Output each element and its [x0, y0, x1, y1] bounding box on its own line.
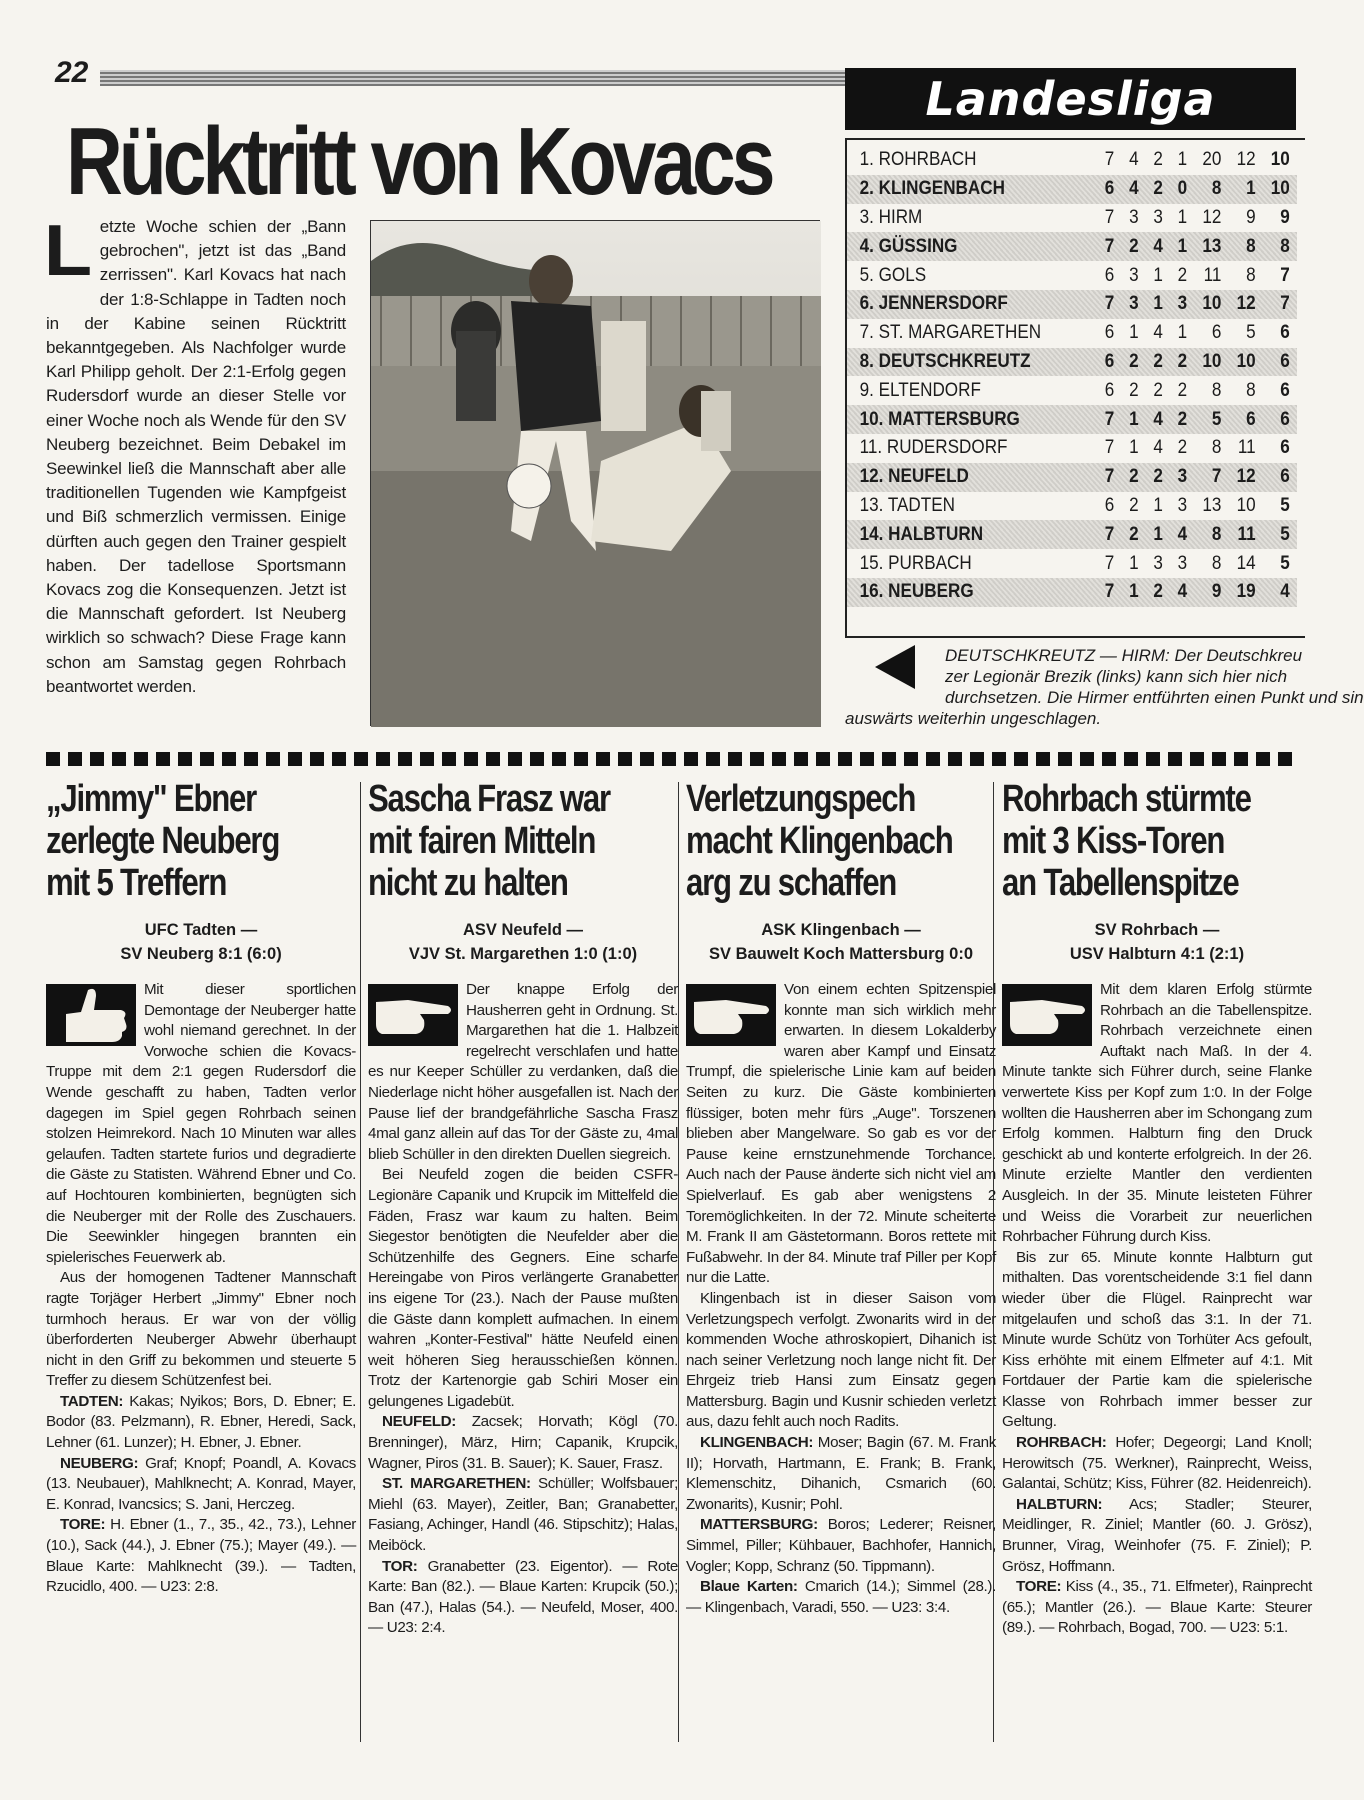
draws-cell: 4	[1153, 437, 1163, 459]
goals-against-cell: 1	[1246, 178, 1256, 200]
league-table-title: Landesliga	[845, 68, 1296, 130]
left-arrow-icon	[875, 645, 915, 689]
wins-cell: 3	[1129, 206, 1139, 228]
draws-cell: 3	[1153, 552, 1163, 574]
headline-line: macht Klingenbach	[686, 820, 953, 862]
losses-cell: 2	[1177, 408, 1188, 430]
goals-for-cell: 11	[1203, 264, 1222, 286]
report-paragraph: Mit dem klaren Erfolg stürmte Rohrbach an die Tabellenspitze. Rohrbach verzeichnete einen Auftakt nach Maß. In der 4. Minute tankte sich Führer durch, seine Flanke verwertete Kiss per Kopf zum 1:0. In der Folge wollten die Hausherren aber im Schongang zum Erfolg kommen. Halbturn fing den Druck geschickt ab und konterte erfolgreich. In der 26. Minute erzielte Mantler den verdienten Ausgleich. In der 35. Minute leisteten Führer und Weiss die Vorarbeit zur neuerlichen Rohrbacher Führung durch Kiss.	[1002, 981, 1312, 1246]
headline-line: Rohrbach stürmte	[1002, 778, 1251, 820]
lineup-text: Kiss (4., 35., 71. Elfmeter), Rainprecht (65.); Mantler (26.). — Blaue Karte: Steurer (89.). — Rohrbach, Bogad, 700. — U23: 5:1.	[1002, 1578, 1312, 1637]
page-number: 22	[55, 56, 89, 89]
lead-body: etzte Woche schien der „Bann gebrochen", jetzt ist das „Band zerrissen". Karl Kovacs hat nach der 1:8-Schlappe in Tadten noch in der Kabine seinen Rücktritt bekanntgegeben. Als Nachfolger wurde Karl Philipp geholt. Der 2:1-Erfolg gegen Rudersdorf wurde an dieser Stelle vor einer Woche noch als Wende für den SV Neuberg bezeichnet. Beim Debakel im Seewinkel ließ die Mannschaft aber alle traditionellen Tugenden wie Kampfgeist und Biß schmerzlich vermissen. Einige dürften auch gegen den Trainer gespielt haben. Der tadellose Sportsmann Kovacs zog die Konsequenzen. Jetzt ist die Mannschaft gefordert. Ist Neuberg wirklich so schwach? Diese Frage kann schon am Samstag gegen Rohrbach beantwortet werden.	[46, 217, 346, 696]
goals-against-cell: 12	[1236, 293, 1256, 315]
games-cell: 6	[1104, 178, 1115, 200]
table-row	[847, 434, 1297, 463]
losses-cell: 4	[1177, 581, 1188, 603]
report-body	[46, 980, 356, 1598]
table-row	[847, 261, 1297, 290]
wins-cell: 2	[1129, 494, 1139, 516]
caption-line: durchsetzen. Die Hirmer entführten einen Punkt und sin	[945, 688, 1364, 707]
headline-line: mit 3 Kiss-Toren	[1002, 820, 1225, 862]
games-cell: 6	[1104, 264, 1115, 286]
lineup-text: Acs; Stadler; Steurer, Meidlinger, R. Ziniel; Mantler (60. J. Grösz), Brunner, Virag, Weinhofer (75. F. Ziniel); P. Grösz, Hoffmann.	[1002, 1495, 1312, 1575]
draws-cell: 4	[1153, 235, 1163, 257]
points-cell: 6	[1280, 379, 1290, 401]
points-cell: 5	[1280, 523, 1290, 545]
report-paragraph: Bei Neufeld zogen die beiden CSFR-Legionäre Capanik und Krupcik im Mittelfeld die Fäden, Frasz war kaum zu halten. Beim Siegestor benötigten die Neufelder aber die Schützenhilfe des Gegners. Eine scharfe Hereingabe von Piros verlängerte Granabetter ins eigene Tor (23.). Nach der Pause mußten die Gäste dann komplett aufmachen. In einem wahren „Konter-Festival" hätte Neufeld einen weit höheren Sieg herausschießen können. Trotz der Kartenorgie gab Schiri Moser ein gelungenes Ligadebüt.	[368, 1166, 678, 1410]
lineup-label: TOR:	[382, 1557, 418, 1575]
table-row	[847, 520, 1297, 549]
points-cell: 5	[1280, 552, 1290, 574]
team-name: 7. ST. MARGARETHEN	[859, 322, 1042, 344]
lineup-text: Cmarich (14.); Simmel (28.). — Klingenbach, Varadi, 550. — U23: 3:4.	[686, 1578, 996, 1616]
result-line: SV Rohrbach —	[1094, 921, 1220, 939]
result-line: ASV Neufeld —	[462, 921, 584, 939]
wins-cell: 2	[1129, 466, 1139, 488]
table-row	[847, 175, 1297, 204]
team-name: 2. KLINGENBACH	[859, 178, 1005, 200]
report-paragraph: Mit dieser sportlichen Demontage der Neuberger hatte wohl niemand gerechnet. In der Vorwoche schien die Kovacs-Truppe mit dem 2:1 gegen Rudersdorf die Wende geschafft zu haben, Tadten verlor dagegen im Spiel gegen Rohrbach seinen stolzen Heimrekord. Nach 10 Minuten war alles gelaufen. Tadten startete furios und degradierte die Gäste zu Statisten. Während Ebner und Co. auf Hochtouren kombinierten, begnügten sich die Neuberger mit der Rolle des Zuschauers. Die Seewinkler hingegen brannten ein spielerisches Feuerwerk ab.	[46, 981, 356, 1266]
result-line: USV Halbturn 4:1 (2:1)	[1069, 945, 1245, 963]
drop-cap: L	[43, 211, 92, 291]
goals-for-cell: 10	[1202, 293, 1222, 315]
photo-caption	[845, 645, 1364, 729]
goals-against-cell: 8	[1246, 235, 1256, 257]
losses-cell: 3	[1177, 466, 1188, 488]
lineup-label: NEUBERG:	[60, 1454, 139, 1472]
losses-cell: 2	[1177, 379, 1188, 401]
wins-cell: 2	[1129, 379, 1139, 401]
table-row	[847, 405, 1297, 434]
goals-against-cell: 12	[1236, 466, 1256, 488]
goals-against-cell: 14	[1236, 552, 1256, 574]
lineup-text: Schüller; Wolfsbauer; Miehl (63. Mayer), Zeitler, Ban; Granabetter, Fasiang, Achinger, Handl (46. Stipschitz); Halas, Meiböck.	[368, 1475, 679, 1555]
column-rule	[678, 782, 679, 1742]
report-body	[686, 980, 996, 1618]
goals-for-cell: 12	[1202, 206, 1222, 228]
lineup-text: Zacsek; Horvath; Kögl (70. Brenninger), März, Hirn; Capanik, Krupcik, Wagner, Piros (31. B. Sauer); K. Sauer, Frasz.	[368, 1413, 678, 1472]
losses-cell: 2	[1177, 437, 1188, 459]
goals-for-cell: 8	[1211, 523, 1222, 545]
team-name: 4. GÜSSING	[859, 235, 958, 257]
draws-cell: 2	[1153, 466, 1163, 488]
losses-cell: 2	[1177, 264, 1188, 286]
table-row	[847, 146, 1297, 175]
points-cell: 6	[1280, 322, 1290, 344]
lineup-label: KLINGENBACH:	[700, 1434, 814, 1452]
goals-against-cell: 11	[1237, 437, 1256, 459]
wins-cell: 4	[1129, 149, 1139, 171]
goals-for-cell: 8	[1211, 437, 1222, 459]
games-cell: 7	[1104, 466, 1115, 488]
headline-line: mit fairen Mitteln	[368, 820, 596, 862]
lineup-label: TORE:	[1016, 1578, 1062, 1596]
lineup-paragraph	[686, 1433, 996, 1515]
wins-cell: 1	[1129, 552, 1139, 574]
goals-against-cell: 19	[1236, 581, 1256, 603]
table-row	[847, 376, 1297, 405]
report-body	[1002, 980, 1312, 1639]
headline-line: an Tabellenspitze	[1002, 862, 1239, 904]
team-name: 14. HALBTURN	[859, 523, 984, 545]
games-cell: 7	[1104, 437, 1115, 459]
match-result	[368, 918, 678, 966]
draws-cell: 1	[1153, 293, 1163, 315]
lineup-paragraph	[46, 1392, 356, 1454]
match-result	[1002, 918, 1312, 966]
wins-cell: 1	[1129, 437, 1139, 459]
team-name: 3. HIRM	[859, 206, 923, 228]
table-row	[847, 232, 1297, 261]
lineup-label: ST. MARGARETHEN:	[382, 1475, 531, 1493]
team-name: 5. GOLS	[859, 264, 927, 286]
games-cell: 7	[1104, 408, 1115, 430]
wins-cell: 2	[1129, 523, 1139, 545]
games-cell: 7	[1104, 581, 1115, 603]
match-result	[686, 918, 996, 966]
draws-cell: 4	[1153, 322, 1163, 344]
headline-line: Verletzungspech	[686, 778, 916, 820]
report-headline	[46, 778, 349, 904]
draws-cell: 2	[1153, 350, 1163, 372]
match-photo	[370, 220, 820, 726]
goals-against-cell: 6	[1246, 408, 1256, 430]
games-cell: 6	[1104, 350, 1115, 372]
games-cell: 7	[1104, 235, 1115, 257]
league-table	[845, 138, 1305, 638]
wins-cell: 3	[1129, 293, 1139, 315]
points-cell: 10	[1270, 149, 1290, 171]
points-cell: 4	[1280, 581, 1290, 603]
games-cell: 7	[1104, 149, 1115, 171]
table-row	[847, 204, 1297, 233]
lineup-label: Blaue Karten:	[700, 1578, 798, 1596]
goals-against-cell: 8	[1246, 264, 1256, 286]
draws-cell: 4	[1153, 408, 1163, 430]
lineup-paragraph	[368, 1412, 678, 1474]
goals-for-cell: 13	[1202, 235, 1222, 257]
report-paragraph: Bis zur 65. Minute konnte Halbturn gut mithalten. Das vorentscheidende 3:1 fiel dann wieder über die Flügel. Rainprecht war mitgelaufen und schoß das 3:1. In der 71. Minute wurde Schütz von Torhüter Acs gefoult, Kiss erhöhte mit einem Elfmeter auf 4:1. Mit Fortdauer der Partie kam die spielerische Klasse von Rohrbach immer besser zur Geltung.	[1002, 1248, 1312, 1431]
wins-cell: 4	[1129, 178, 1139, 200]
table-row	[847, 463, 1297, 492]
goals-for-cell: 6	[1211, 322, 1222, 344]
losses-cell: 0	[1177, 178, 1188, 200]
losses-cell: 3	[1177, 494, 1188, 516]
points-cell: 7	[1280, 293, 1290, 315]
losses-cell: 3	[1177, 293, 1188, 315]
caption-line: zer Legionär Brezik (links) kann sich hier nich	[945, 667, 1288, 686]
lineup-text: Hofer; Degeorgi; Land Knoll; Herowitsch (75. Werkner), Rainprecht, Weiss, Galantai, Schütz; Kiss, Führer (82. Heidenreich).	[1002, 1434, 1312, 1493]
result-line: SV Bauwelt Koch Mattersburg 0:0	[708, 945, 974, 963]
goals-against-cell: 12	[1236, 149, 1256, 171]
lineup-text: H. Ebner (1., 7., 35., 42., 73.), Lehner (10.), Sack (44.), J. Ebner (75.); Mayer (49.). — Blaue Karte: Mahlknecht (39.). — Tadten, Rzucidlo, 400. — U23: 2:8.	[46, 1516, 356, 1596]
lineup-text: Moser; Bagin (67. M. Frank II); Horvath, Hartmann, E. Frank; B. Frank, Klemenschitz, Dihanich, Csmarich (60. Zwonarits), Kusnir; Pohl.	[686, 1434, 996, 1513]
lineup-paragraph	[686, 1515, 996, 1577]
goals-for-cell: 9	[1211, 581, 1222, 603]
points-cell: 10	[1270, 178, 1290, 200]
draws-cell: 2	[1153, 149, 1163, 171]
report-paragraph: Von einem echten Spitzenspiel konnte man sich wirklich mehr erwarten. In diesem Lokalderby waren aber Kampf und Einsatz Trumpf, die spielerische Linie kam auf beiden Seiten zu kurz. Die Gäste kombinierten flüssiger, boten mehr fürs „Auge". Torszenen blieben aber Mangelware. So gab es vor der Pause keine ernstzunehmende Torchance. Auch nach der Pause änderte sich nicht viel am Spielverlauf. Es gab aber wenigstens 2 Toremöglichkeiten. In der 72. Minute scheiterte M. Frank II am Gästetormann. Boros rettete mit Fußabwehr. In der 84. Minute traf Piller per Kopf nur die Latte.	[686, 981, 996, 1287]
column-rule	[360, 782, 361, 1742]
match-report	[46, 778, 356, 1778]
games-cell: 6	[1104, 494, 1115, 516]
wins-cell: 1	[1129, 322, 1139, 344]
match-report	[1002, 778, 1332, 1778]
goals-for-cell: 8	[1211, 178, 1222, 200]
points-cell: 5	[1280, 494, 1290, 516]
wins-cell: 3	[1129, 264, 1139, 286]
lineup-paragraph	[1002, 1495, 1312, 1577]
points-cell: 8	[1280, 235, 1290, 257]
team-name: 15. PURBACH	[859, 552, 972, 574]
lineup-text: Graf; Knopf; Poandl, A. Kovacs (13. Neubauer), Mahlknecht; A. Konrad, Mayer, E. Konrad, Ivancsics; S. Jani, Herczeg.	[46, 1454, 357, 1513]
draws-cell: 2	[1153, 178, 1163, 200]
goals-for-cell: 7	[1211, 466, 1222, 488]
result-line: ASK Klingenbach —	[761, 921, 921, 939]
table-row	[847, 319, 1297, 348]
lineup-text: Granabetter (23. Eigentor). — Rote Karte: Ban (82.). — Blaue Karten: Krupcik (50.); Ban (47.), Halas (54.). — Neufeld, Moser, 400. — U23: 2:4.	[368, 1557, 679, 1637]
lineup-paragraph	[368, 1557, 678, 1639]
team-name: 10. MATTERSBURG	[859, 408, 1020, 430]
points-cell: 7	[1280, 264, 1290, 286]
lineup-label: ROHRBACH:	[1016, 1434, 1107, 1452]
team-name: 12. NEUFELD	[859, 466, 969, 488]
lineup-label: NEUFELD:	[382, 1413, 456, 1431]
draws-cell: 1	[1153, 264, 1163, 286]
goals-for-cell: 8	[1211, 379, 1222, 401]
losses-cell: 1	[1177, 206, 1188, 228]
wins-cell: 1	[1129, 408, 1139, 430]
points-cell: 6	[1280, 466, 1290, 488]
headline-line: nicht zu halten	[368, 862, 568, 904]
goals-against-cell: 10	[1236, 350, 1256, 372]
draws-cell: 1	[1153, 494, 1163, 516]
team-name: 8. DEUTSCHKREUTZ	[859, 350, 1031, 372]
goals-for-cell: 20	[1202, 149, 1222, 171]
lineup-paragraph	[1002, 1577, 1312, 1639]
pointing-hand-icon	[1002, 984, 1092, 1046]
table-row	[847, 492, 1297, 521]
thumbs-up-icon	[46, 984, 136, 1046]
match-report	[368, 778, 678, 1778]
caption-line: DEUTSCHKREUTZ — HIRM: Der Deutschkreu	[945, 646, 1303, 665]
losses-cell: 2	[1177, 350, 1188, 372]
table-row	[847, 578, 1297, 607]
match-result	[46, 918, 356, 966]
goals-against-cell: 9	[1246, 206, 1256, 228]
header-rule	[100, 70, 845, 86]
lineup-paragraph	[1002, 1433, 1312, 1495]
team-name: 16. NEUBERG	[859, 581, 974, 603]
team-name: 9. ELTENDORF	[859, 379, 981, 401]
goals-against-cell: 10	[1236, 494, 1256, 516]
headline-line: Sascha Frasz war	[368, 778, 610, 820]
lineup-paragraph	[368, 1474, 678, 1556]
report-paragraph: Aus der homogenen Tadtener Mannschaft ragte Torjäger Herbert „Jimmy" Ebner noch turmhoch heraus. Er war von der völlig überforderten Neuberger Abwehr überhaupt nicht in den Griff zu bekommen und steuerte 5 Treffer zu diesem Schützenfest bei.	[46, 1269, 356, 1390]
pointing-hand-icon	[368, 984, 458, 1046]
table-row	[847, 348, 1297, 377]
report-headline	[1002, 778, 1305, 904]
goals-against-cell: 11	[1237, 523, 1256, 545]
games-cell: 7	[1104, 293, 1115, 315]
headline-line: „Jimmy" Ebner	[46, 778, 257, 820]
team-name: 13. TADTEN	[859, 494, 955, 516]
lead-article-text	[43, 211, 346, 699]
team-name: 11. RUDERSDORF	[859, 437, 1008, 459]
draws-cell: 3	[1153, 206, 1163, 228]
lineup-label: MATTERSBURG:	[700, 1516, 818, 1534]
team-name: 1. ROHRBACH	[859, 149, 977, 171]
goals-for-cell: 10	[1202, 350, 1222, 372]
points-cell: 6	[1280, 350, 1290, 372]
losses-cell: 1	[1177, 149, 1188, 171]
lineup-text: Kakas; Nyikos; Bors, D. Ebner; E. Bodor (83. Pelzmann), R. Ebner, Heredi, Sack, Lehner (61. Lunzer); H. Ebner, J. Ebner.	[46, 1392, 357, 1452]
report-headline	[686, 778, 989, 904]
lineup-paragraph	[46, 1454, 356, 1516]
headline-line: mit 5 Treffern	[46, 862, 227, 904]
team-name: 6. JENNERSDORF	[859, 293, 1008, 315]
draws-cell: 1	[1153, 523, 1163, 545]
goals-for-cell: 13	[1202, 494, 1222, 516]
losses-cell: 1	[1177, 235, 1188, 257]
games-cell: 6	[1104, 379, 1115, 401]
lineup-text: Boros; Lederer; Reisner, Simmel, Piller; Kühbauer, Bachhofer, Hannich, Vogler; Kopp, Schranz (50. Tippmann).	[686, 1516, 996, 1575]
games-cell: 7	[1104, 552, 1115, 574]
result-line: UFC Tadten —	[144, 921, 258, 939]
games-cell: 7	[1104, 206, 1115, 228]
lineup-paragraph	[686, 1577, 996, 1618]
caption-line: auswärts weiterhin ungeschlagen.	[845, 709, 1102, 728]
result-line: VJV St. Margarethen 1:0 (1:0)	[408, 945, 638, 963]
wins-cell: 2	[1129, 235, 1139, 257]
lead-headline: Rücktritt von Kovacs	[66, 108, 772, 215]
losses-cell: 3	[1177, 552, 1188, 574]
section-divider	[46, 752, 1296, 766]
points-cell: 9	[1280, 206, 1290, 228]
headline-line: zerlegte Neuberg	[46, 820, 280, 862]
losses-cell: 1	[1177, 322, 1188, 344]
match-report	[686, 778, 996, 1778]
draws-cell: 2	[1153, 379, 1163, 401]
pointing-hand-icon	[686, 984, 776, 1046]
report-headline	[368, 778, 671, 904]
report-paragraph: Der knappe Erfolg der Hausherren geht in Ordnung. St. Margarethen hat die 1. Halbzeit regelrecht verschlafen und hatte es nur Keeper Schüller zu verdanken, daß die Niederlage nicht höher ausgefallen ist. Nach der Pause lief der brandgefährliche Sascha Frasz 4mal ganz allein auf das Tor der Gäste zu, 4mal blieb Schüller in den direkten Duellen siegreich.	[368, 981, 678, 1163]
goals-for-cell: 5	[1211, 408, 1222, 430]
lineup-label: HALBTURN:	[1016, 1495, 1103, 1513]
lineup-paragraph	[46, 1515, 356, 1597]
losses-cell: 4	[1177, 523, 1188, 545]
points-cell: 6	[1280, 408, 1290, 430]
lineup-label: TORE:	[60, 1516, 106, 1534]
report-body	[368, 980, 678, 1639]
games-cell: 6	[1104, 322, 1115, 344]
wins-cell: 1	[1129, 581, 1139, 603]
result-line: SV Neuberg 8:1 (6:0)	[120, 945, 282, 963]
headline-line: arg zu schaffen	[686, 862, 897, 904]
draws-cell: 2	[1153, 581, 1163, 603]
wins-cell: 2	[1129, 350, 1139, 372]
report-paragraph: Klingenbach ist in dieser Saison vom Verletzungspech verfolgt. Zwonarits wird in der kommenden Woche athroskopiert, Dihanich ist nach seiner Verletzung noch lange nicht fit. Der Ehrgeiz trieb Hansi zum Einsatz gegen Mattersburg. Bagin und Kusnir schieden verletzt aus, dazu fehlt auch noch Radits.	[686, 1289, 996, 1431]
goals-against-cell: 5	[1246, 322, 1256, 344]
goals-against-cell: 8	[1246, 379, 1256, 401]
lineup-label: TADTEN:	[60, 1392, 124, 1410]
games-cell: 7	[1104, 523, 1115, 545]
goals-for-cell: 8	[1211, 552, 1222, 574]
table-row	[847, 290, 1297, 319]
points-cell: 6	[1280, 437, 1290, 459]
table-row	[847, 549, 1297, 578]
